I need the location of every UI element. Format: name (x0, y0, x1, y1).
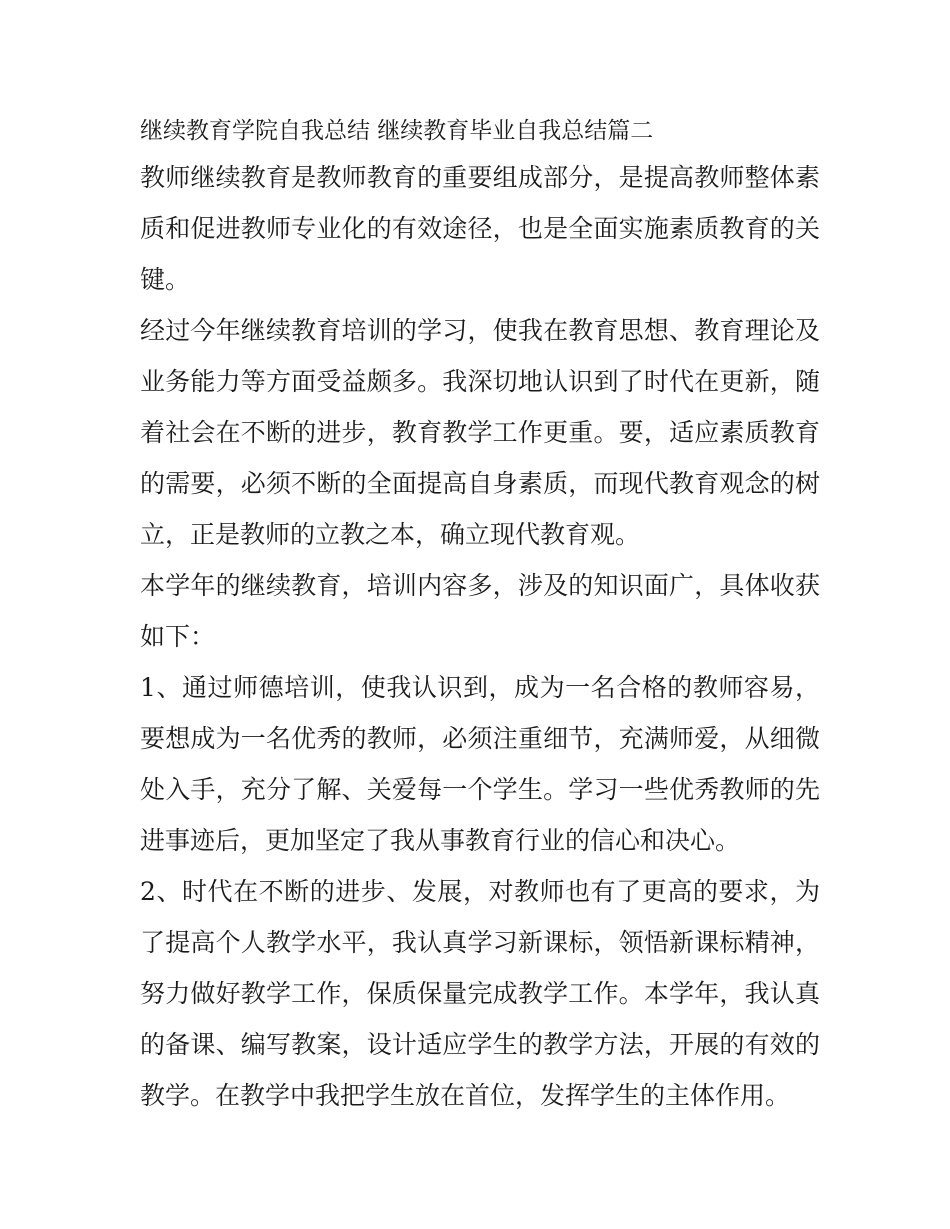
paragraph-training-experience: 经过今年继续教育培训的学习，使我在教育思想、教育理论及业务能力等方面受益颇多。我深切地认识到了时代在更新，随着社会在不断的进步，教育教学工作更重。要，适应素质教育的需要，必须不断的全面提高自身素质，而现代教育观念的树立，正是教师的立教之本，确立现代教育观。 (140, 316, 820, 549)
paragraph-point-1: 1、通过师德培训，使我认识到，成为一名合格的教师容易，要想成为一名优秀的教师，必须注重细节，充满师爱，从细微处入手，充分了解、关爱每一个学生。学习一些优秀教师的先进事迹后，更加坚定了我从事教育行业的信心和决心。 (140, 673, 820, 855)
document-body (140, 110, 820, 1121)
paragraph-point-2: 2、时代在不断的进步、发展，对教师也有了更高的要求，为了提高个人教学水平，我认真学习新课标，领悟新课标精神，努力做好教学工作，保质保量完成教学工作。本学年，我认真的备课、编写教案，设计适应学生的教学方法，开展的有效的教学。在教学中我把学生放在首位，发挥学生的主体作用。 (140, 877, 820, 1110)
paragraph-intro: 教师继续教育是教师教育的重要组成部分，是提高教师整体素质和促进教师专业化的有效途径，也是全面实施素质教育的关键。 (140, 163, 820, 294)
document-title: 继续教育学院自我总结 继续教育毕业自我总结篇二 (140, 118, 654, 144)
paragraph-gains-intro: 本学年的继续教育，培训内容多，涉及的知识面广，具体收获如下： (140, 571, 820, 651)
